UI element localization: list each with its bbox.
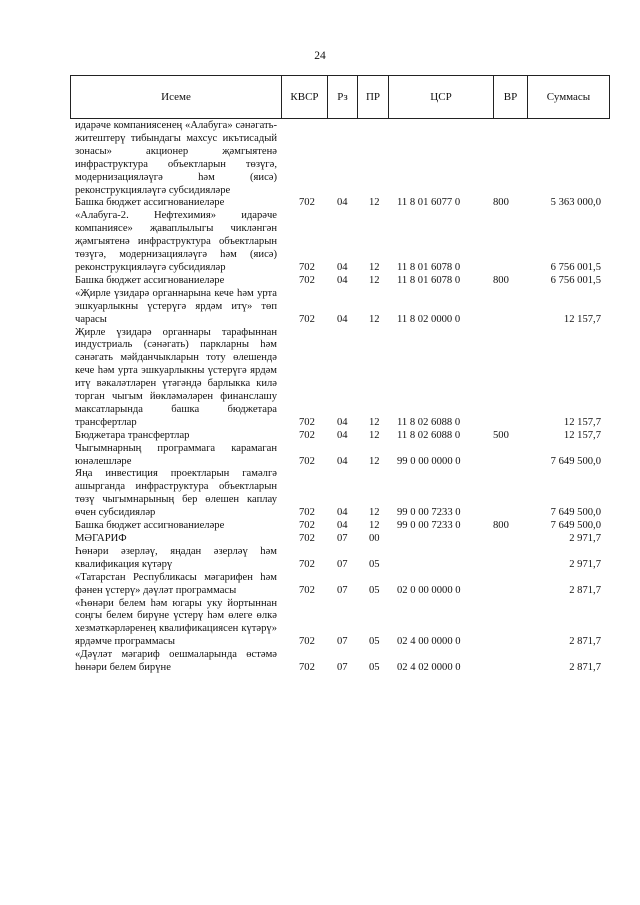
cell-name: Бюджетара трансфертлар <box>75 429 190 441</box>
cell-name: «Татарстан Республикасы мәгарифен һәм фәнен үстерү» дәүләт программасы <box>75 571 277 596</box>
cell-sum: 6 756 001,5 <box>550 261 601 273</box>
cell-kvsr: 702 <box>299 520 315 532</box>
cell-csr: 11 8 02 0000 0 <box>397 313 461 325</box>
cell-kvsr: 702 <box>299 274 315 286</box>
cell-sum: 12 157,7 <box>563 313 601 325</box>
cell-name: Башка бюджет ассигнованиеләре <box>75 274 225 286</box>
cell-kvsr: 702 <box>299 261 315 273</box>
table-row <box>75 533 601 546</box>
cell-pr: 05 <box>369 558 380 570</box>
cell-csr: 11 8 02 6088 0 <box>397 429 461 441</box>
cell-vr: 800 <box>493 520 509 532</box>
cell-kvsr: 702 <box>299 429 315 441</box>
cell-kvsr: 702 <box>299 313 315 325</box>
table-row <box>75 443 601 469</box>
cell-pr: 05 <box>369 584 380 596</box>
header-pr: ПР <box>358 76 389 118</box>
cell-sum: 7 649 500,0 <box>550 520 601 532</box>
cell-sum: 2 871,7 <box>569 584 601 596</box>
cell-csr: 99 0 00 7233 0 <box>397 520 461 532</box>
cell-kvsr: 702 <box>299 455 315 467</box>
table-row <box>75 197 601 210</box>
cell-name: Башка бюджет ассигнованиеләре <box>75 197 225 209</box>
cell-pr: 12 <box>369 429 380 441</box>
header-rz: Рз <box>328 76 358 118</box>
cell-pr: 12 <box>369 274 380 286</box>
cell-sum: 7 649 500,0 <box>550 507 601 519</box>
cell-name: «Җирле үзидарә органнарына кече һәм урта эшкуарлыкны үстерүгә ярдәм итү» төп чарасы <box>75 287 277 325</box>
cell-kvsr: 702 <box>299 197 315 209</box>
cell-name: Башка бюджет ассигнованиеләре <box>75 520 225 532</box>
cell-csr: 02 4 02 0000 0 <box>397 662 461 674</box>
table-row <box>75 520 601 533</box>
cell-sum: 7 649 500,0 <box>550 455 601 467</box>
cell-sum: 2 871,7 <box>569 662 601 674</box>
header-kvsr: КВСР <box>282 76 328 118</box>
cell-kvsr: 702 <box>299 416 315 428</box>
table-row <box>75 275 601 288</box>
cell-csr: 11 8 01 6078 0 <box>397 261 461 273</box>
cell-kvsr: 702 <box>299 533 315 544</box>
cell-kvsr: 702 <box>299 507 315 519</box>
cell-sum: 5 363 000,0 <box>550 197 601 209</box>
cell-csr: 99 0 00 0000 0 <box>397 455 461 467</box>
cell-sum: 6 756 001,5 <box>550 274 601 286</box>
cell-pr: 12 <box>369 507 380 519</box>
cell-kvsr: 702 <box>299 662 315 674</box>
cell-csr: 11 8 01 6078 0 <box>397 274 461 286</box>
cell-vr: 800 <box>493 197 509 209</box>
cell-rz: 07 <box>337 662 348 674</box>
cell-rz: 04 <box>337 274 348 286</box>
table-row <box>75 468 601 520</box>
cell-pr: 12 <box>369 416 380 428</box>
cell-pr: 12 <box>369 261 380 273</box>
cell-rz: 07 <box>337 558 348 570</box>
cell-sum: 12 157,7 <box>563 416 601 428</box>
header-csr: ЦСР <box>389 76 494 118</box>
cell-csr: 99 0 00 7233 0 <box>397 507 461 519</box>
cell-rz: 04 <box>337 520 348 532</box>
cell-name: «Һөнәри белем һәм югары уку йортыннан соңгы белем бирүне үстерү һәм өлеге өлкә хезмәткәрләренең квалификациясен күтәрү» ярдәмче программасы <box>75 597 277 648</box>
cell-rz: 07 <box>337 636 348 648</box>
cell-rz: 04 <box>337 429 348 441</box>
cell-pr: 12 <box>369 313 380 325</box>
cell-pr: 12 <box>369 520 380 532</box>
cell-pr: 12 <box>369 197 380 209</box>
cell-pr: 05 <box>369 636 380 648</box>
cell-name: идарәче компаниясенең «Алабуга» сәнәгать-житештерү тибындагы махсус икътисадый зонасы» акционер җәмгыятенә инфраструктура объектларын төзүгә, модернизацияләүгә һәм (яисә) реконструкцияләүгә субсидияләре <box>75 120 277 196</box>
table-body <box>75 120 601 675</box>
cell-csr: 02 0 00 0000 0 <box>397 584 461 596</box>
header-sum: Суммасы <box>546 91 591 103</box>
cell-name: Яңа инвестиция проектларын гамәлгә ашырганда инфраструктура объектларын төзү чыгымнарының бер өлешен каплау өчен субсидияләр <box>75 468 277 519</box>
table-row <box>75 598 601 650</box>
table-row <box>75 430 601 443</box>
header-vr: ВР <box>494 76 528 118</box>
cell-kvsr: 702 <box>299 584 315 596</box>
cell-pr: 05 <box>369 662 380 674</box>
cell-vr: 800 <box>493 274 509 286</box>
cell-rz: 04 <box>337 455 348 467</box>
cell-pr: 00 <box>369 533 380 544</box>
page-number: 24 <box>314 50 326 62</box>
table-row <box>75 210 601 275</box>
cell-sum: 12 157,7 <box>563 429 601 441</box>
cell-csr: 11 8 01 6077 0 <box>397 197 461 209</box>
cell-name: МӘГАРИФ <box>75 533 127 544</box>
cell-name: «Дәүләт мәгариф оешмаларында өстәмә һөнәри белем бирүне <box>75 649 277 674</box>
cell-pr: 12 <box>369 455 380 467</box>
cell-name: «Алабуга-2. Нефтехимия» идарәче компаниясе» җаваплылыгы чикләнгән җәмгыятенә инфраструктура объектларын төзүгә, модернизацияләүгә һәм (яисә) реконструкцияләүгә субсидияләр <box>75 210 277 273</box>
cell-csr: 02 4 00 0000 0 <box>397 636 461 648</box>
cell-sum: 2 971,7 <box>569 533 601 544</box>
cell-rz: 04 <box>337 313 348 325</box>
cell-rz: 04 <box>337 507 348 519</box>
cell-name: Чыгымнарның программага карамаган юнәлешләре <box>75 442 277 467</box>
cell-rz: 04 <box>337 197 348 209</box>
cell-name: Һөнәри әзерләү, яңадан әзерләү һәм квалификация күтәрү <box>75 545 277 570</box>
table-row <box>75 120 601 197</box>
cell-rz: 07 <box>337 584 348 596</box>
cell-name: Җирле үзидарә органнары тарафыннан индустриаль (сәнәгать) паркларны һәм сәнәгать мәйданчыкларын тоту өлешендә кече һәм урта эшкуарлыкны үстерүгә ярдәм итү вәкаләтләрен үтәгәндә барлыкка килә торган чыгым йөкләмәләрен финанслашу максатларында башка бюджетара трансфертлар <box>75 326 277 428</box>
table-header <box>70 75 610 119</box>
cell-vr: 500 <box>493 429 509 441</box>
cell-kvsr: 702 <box>299 558 315 570</box>
cell-rz: 04 <box>337 416 348 428</box>
cell-rz: 04 <box>337 261 348 273</box>
cell-kvsr: 702 <box>299 636 315 648</box>
table-row <box>75 649 601 675</box>
cell-rz: 07 <box>337 533 348 544</box>
table-row <box>75 546 601 572</box>
cell-sum: 2 971,7 <box>569 558 601 570</box>
table-row <box>75 327 601 430</box>
header-name: Исеме <box>71 76 282 118</box>
cell-csr: 11 8 02 6088 0 <box>397 416 461 428</box>
table-row <box>75 288 601 327</box>
cell-sum: 2 871,7 <box>569 636 601 648</box>
table-row <box>75 572 601 598</box>
